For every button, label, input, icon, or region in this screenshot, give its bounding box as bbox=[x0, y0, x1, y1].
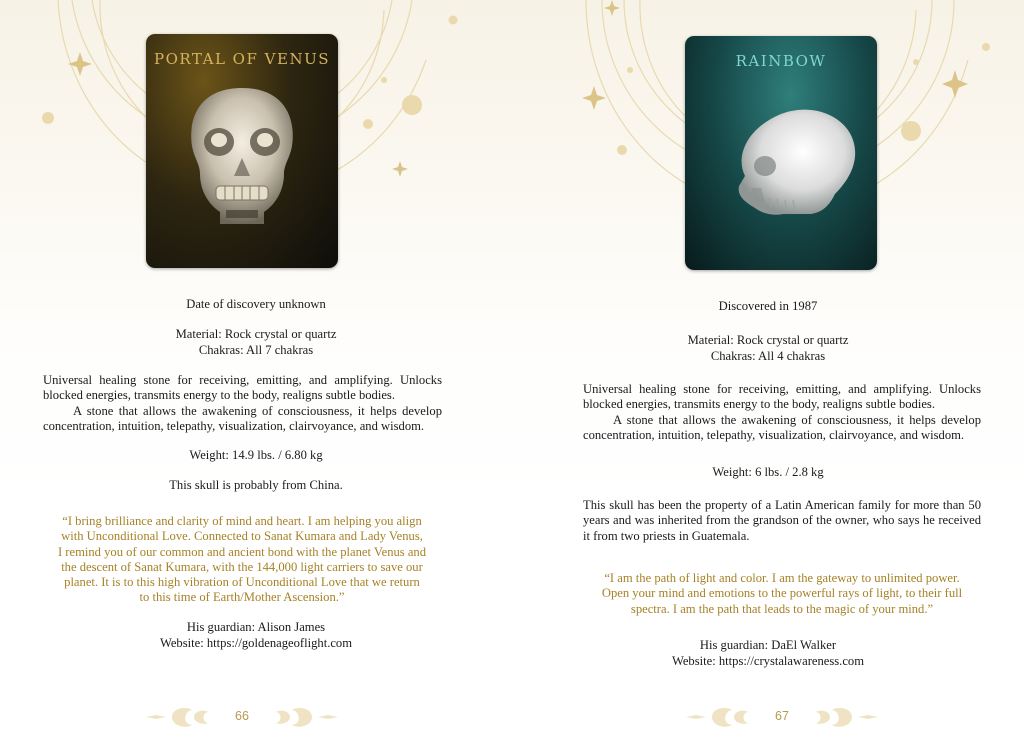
description-paragraph-2: A stone that allows the awakening of consciousness, it helps develop concentration, intuition, telepathy, visualization, clairvoyance, and wisdom. bbox=[583, 412, 981, 442]
crystal-card-portal-of-venus bbox=[146, 34, 338, 268]
description-paragraph-1: Universal healing stone for receiving, emitting, and amplifying. Unlocks blocked energies, transmits energy to the body, realigns subtle bodies. bbox=[583, 382, 981, 412]
discovery-date: Discovered in 1987 bbox=[718, 299, 818, 313]
description bbox=[43, 373, 442, 434]
weight: Weight: 14.9 lbs. / 6.80 kg bbox=[189, 448, 323, 462]
discovery-date: Date of discovery unknown bbox=[186, 297, 326, 311]
weight: Weight: 6 lbs. / 2.8 kg bbox=[712, 465, 824, 479]
description-paragraph-1: Universal healing stone for receiving, emitting, and amplifying. Unlocks blocked energies, transmits energy to the body, realigns subtle bodies. bbox=[43, 373, 442, 403]
material: Material: Rock crystal or quartz bbox=[687, 333, 849, 347]
description bbox=[583, 382, 981, 443]
guardian-name: His guardian: DaEl Walker bbox=[699, 638, 837, 652]
page-number: 67 bbox=[775, 709, 789, 723]
quote-line: with Unconditional Love. Connected to Sanat Kumara and Lady Venus, bbox=[61, 529, 423, 544]
quote-line: Open your mind and emotions to the powerful rays of light, to their full bbox=[601, 586, 963, 601]
quote-line: planet. It is to this high vibration of Unconditional Love that we return bbox=[64, 575, 420, 590]
quote-line: to this time of Earth/Mother Ascension.” bbox=[139, 590, 345, 605]
quote-line: the descent of Sanat Kumara, with the 144,000 light carriers to save our bbox=[61, 559, 423, 574]
page-footer bbox=[142, 704, 342, 730]
chakras: Chakras: All 7 chakras bbox=[198, 343, 314, 357]
guardian-website[interactable]: Website: https://goldenageoflight.com bbox=[159, 636, 353, 650]
crystal-card-rainbow bbox=[685, 36, 877, 270]
origin: This skull has been the property of a Latin American family for more than 50 years and was inherited from the grandson of the owner, who says he received it from two priests in Guatemala. bbox=[583, 498, 981, 543]
quote-line: “I bring brilliance and clarity of mind and heart. I am helping you align bbox=[62, 514, 422, 528]
crystal-skull-image bbox=[685, 36, 877, 270]
description-paragraph-2: A stone that allows the awakening of consciousness, it helps develop concentration, intuition, telepathy, visualization, clairvoyance, and wisdom. bbox=[43, 403, 442, 433]
quote-line: I remind you of our common and ancient bond with the planet Venus and bbox=[57, 544, 427, 559]
chakras: Chakras: All 4 chakras bbox=[710, 349, 826, 363]
quote-line: spectra. I am the path that leads to the magic of your mind.” bbox=[630, 601, 934, 616]
page-footer bbox=[682, 704, 882, 730]
crystal-skull-image bbox=[146, 34, 338, 268]
material: Material: Rock crystal or quartz bbox=[175, 327, 337, 341]
card-title: PORTAL OF VENUS bbox=[154, 50, 330, 68]
guardian-name: His guardian: Alison James bbox=[186, 620, 326, 634]
card-title: RAINBOW bbox=[735, 52, 827, 70]
guardian-quote bbox=[512, 571, 1024, 617]
guardian-quote bbox=[0, 514, 484, 606]
quote-line: “I am the path of light and color. I am the gateway to unlimited power. bbox=[604, 571, 960, 585]
guardian-website[interactable]: Website: https://crystalawareness.com bbox=[671, 654, 865, 668]
origin: This skull is probably from China. bbox=[169, 478, 343, 492]
right-page bbox=[512, 0, 1024, 754]
page-number: 66 bbox=[235, 709, 249, 723]
